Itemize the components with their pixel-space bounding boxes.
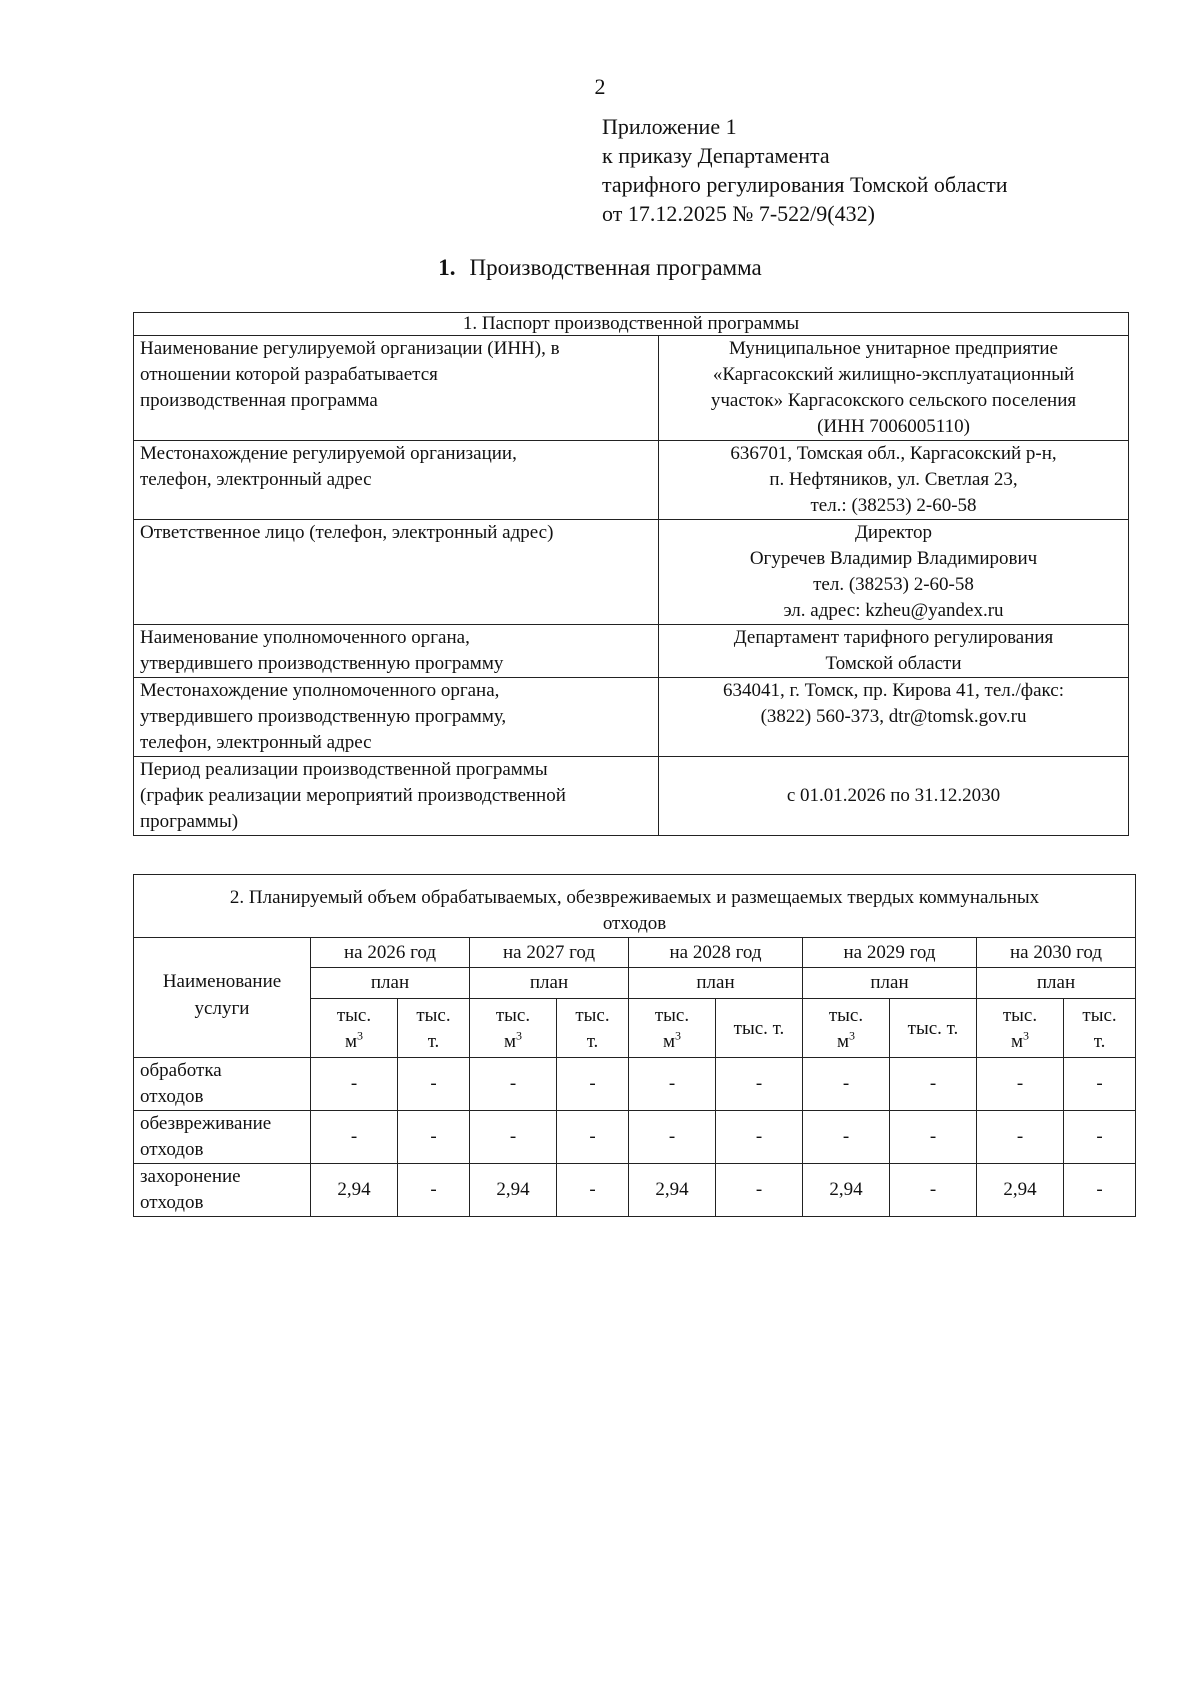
- value-cell: -: [890, 1164, 977, 1217]
- text-line: с 01.01.2026 по 31.12.2030: [786, 785, 1001, 806]
- volume-caption: [134, 875, 1136, 938]
- value-cell: -: [977, 1058, 1064, 1111]
- text-line: тыс.: [1082, 1005, 1117, 1026]
- value-cell: -: [398, 1164, 470, 1217]
- text-line: захоронение: [140, 1166, 241, 1187]
- section-title: Производственная программа: [469, 255, 762, 280]
- text-line: Местонахождение уполномоченного органа,: [140, 680, 500, 701]
- passport-value: [659, 678, 1129, 757]
- value-cell: -: [398, 1111, 470, 1164]
- text-line: обезвреживание: [140, 1113, 272, 1134]
- passport-row: [134, 678, 1129, 757]
- table-row: [134, 1058, 1136, 1111]
- text-line: 636701, Томская обл., Каргасокский р-н,: [730, 443, 1057, 464]
- value-cell: 2,94: [629, 1164, 716, 1217]
- value-cell: -: [716, 1111, 803, 1164]
- passport-label: [134, 336, 659, 441]
- value-cell: -: [890, 1058, 977, 1111]
- passport-row: [134, 441, 1129, 520]
- value-cell: -: [716, 1164, 803, 1217]
- unit-header-t: [1064, 999, 1136, 1058]
- passport-table: [133, 312, 1129, 836]
- value-cell: -: [557, 1058, 629, 1111]
- volume-table: [133, 874, 1136, 1217]
- unit-header-m3: [977, 999, 1064, 1058]
- value-cell: -: [311, 1058, 398, 1111]
- value-cell: -: [803, 1058, 890, 1111]
- unit-header-m3: [311, 999, 398, 1058]
- text-line: услуги: [194, 998, 250, 1019]
- value-cell: -: [716, 1058, 803, 1111]
- text-line: отходов: [140, 1192, 204, 1213]
- text-line: отходов: [140, 1086, 204, 1107]
- passport-label: [134, 757, 659, 836]
- text-line: телефон, электронный адрес: [140, 469, 372, 490]
- unit-header-t: тыс. т.: [716, 999, 803, 1058]
- unit-m3: $м^3$: [836, 1028, 856, 1052]
- text-line: отношении которой разрабатывается: [140, 364, 438, 385]
- passport-label: [134, 520, 659, 625]
- value-cell: -: [1064, 1111, 1136, 1164]
- table-row: [134, 1111, 1136, 1164]
- text-line: (3822) 560-373, dtr@tomsk.gov.ru: [760, 706, 1027, 727]
- text-line: производственная программа: [140, 390, 378, 411]
- plan-header: план: [629, 968, 803, 999]
- unit-m3: $м^3$: [662, 1028, 682, 1052]
- text-line: отходов: [602, 913, 667, 934]
- passport-row: [134, 520, 1129, 625]
- text-line: телефон, электронный адрес: [140, 732, 372, 753]
- text-line: отходов: [140, 1139, 204, 1160]
- text-line: 634041, г. Томск, пр. Кирова 41, тел./факс:: [722, 680, 1065, 701]
- passport-caption-row: [134, 313, 1129, 336]
- value-cell: 2,94: [470, 1164, 557, 1217]
- volume-caption-row: [134, 875, 1136, 938]
- value-cell: -: [470, 1111, 557, 1164]
- text-line: Наименование: [162, 971, 282, 992]
- text-line: (график реализации мероприятий производственной: [140, 785, 566, 806]
- table-row: [134, 1164, 1136, 1217]
- passport-value: [659, 625, 1129, 678]
- appendix-line: тарифного регулирования Томской области: [602, 172, 1008, 197]
- passport-value: [659, 441, 1129, 520]
- text-line: программы): [140, 811, 239, 832]
- text-line: Огуречев Владимир Владимирович: [749, 548, 1038, 569]
- passport-label: [134, 441, 659, 520]
- year-header: на 2030 год: [977, 938, 1136, 968]
- value-cell: -: [311, 1111, 398, 1164]
- text-line: тел.: (38253) 2-60-58: [810, 495, 977, 516]
- unit-m3: $м^3$: [344, 1028, 364, 1052]
- value-cell: -: [470, 1058, 557, 1111]
- service-name-header: [134, 938, 311, 1058]
- text-line: Департамент тарифного регулирования: [733, 627, 1054, 648]
- appendix-line: от 17.12.2025 № 7-522/9(432): [602, 201, 875, 226]
- service-name: [134, 1164, 311, 1217]
- appendix-block: [602, 112, 1007, 228]
- text-line: тел. (38253) 2-60-58: [813, 574, 974, 595]
- text-line: Томской области: [825, 653, 962, 674]
- text-line: «Каргасокский жилищно-эксплуатационный: [712, 364, 1075, 385]
- passport-caption: 1. Паспорт производственной программы: [134, 313, 1129, 336]
- text-line: тыс.: [495, 1005, 531, 1026]
- appendix-line: к приказу Департамента: [602, 143, 830, 168]
- text-line: т.: [1093, 1031, 1106, 1052]
- year-row: [134, 938, 1136, 968]
- value-cell: -: [557, 1111, 629, 1164]
- text-line: т.: [586, 1031, 599, 1052]
- appendix-line: Приложение 1: [602, 114, 737, 139]
- text-line: 2. Планируемый объем обрабатываемых, обезвреживаемых и размещаемых твердых коммунальных: [229, 887, 1040, 908]
- unit-header-t: тыс. т.: [890, 999, 977, 1058]
- value-cell: 2,94: [803, 1164, 890, 1217]
- unit-m3: $м^3$: [1010, 1028, 1030, 1052]
- text-line: участок» Каргасокского сельского поселения: [710, 390, 1077, 411]
- text-line: тыс.: [1002, 1005, 1038, 1026]
- value-cell: -: [890, 1111, 977, 1164]
- value-cell: 2,94: [977, 1164, 1064, 1217]
- year-header: на 2028 год: [629, 938, 803, 968]
- service-name: [134, 1111, 311, 1164]
- passport-row: [134, 625, 1129, 678]
- text-line: утвердившего производственную программу,: [140, 706, 507, 727]
- value-cell: -: [1064, 1058, 1136, 1111]
- text-line: п. Нефтяников, ул. Светлая 23,: [769, 469, 1018, 490]
- unit-m3: $м^3$: [503, 1028, 523, 1052]
- text-line: т.: [427, 1031, 440, 1052]
- text-line: Наименование уполномоченного органа,: [140, 627, 470, 648]
- text-line: Директор: [854, 522, 933, 543]
- value-cell: -: [977, 1111, 1064, 1164]
- unit-header-t: [557, 999, 629, 1058]
- service-name: [134, 1058, 311, 1111]
- value-cell: 2,94: [311, 1164, 398, 1217]
- text-line: тыс.: [654, 1005, 690, 1026]
- plan-header: план: [803, 968, 977, 999]
- text-line: Местонахождение регулируемой организации,: [140, 443, 517, 464]
- value-cell: -: [557, 1164, 629, 1217]
- year-header: на 2026 год: [311, 938, 470, 968]
- text-line: тыс.: [336, 1005, 372, 1026]
- text-line: эл. адрес: kzheu@yandex.ru: [783, 600, 1004, 621]
- text-line: Ответственное лицо (телефон, электронный адрес): [140, 522, 554, 543]
- plan-header: план: [977, 968, 1136, 999]
- page-number: 2: [594, 74, 606, 99]
- plan-header: план: [470, 968, 629, 999]
- text-line: тыс.: [828, 1005, 864, 1026]
- passport-label: [134, 678, 659, 757]
- passport-label: [134, 625, 659, 678]
- section-heading: [0, 254, 1200, 282]
- section-number: 1.: [438, 255, 456, 280]
- unit-header-m3: [470, 999, 557, 1058]
- plan-header: план: [311, 968, 470, 999]
- passport-value: [659, 520, 1129, 625]
- passport-value: [659, 336, 1129, 441]
- value-cell: -: [398, 1058, 470, 1111]
- text-line: утвердившего производственную программу: [140, 653, 504, 674]
- text-line: (ИНН 7006005110): [817, 416, 970, 437]
- text-line: Муниципальное унитарное предприятие: [729, 338, 1058, 359]
- text-line: обработка: [140, 1060, 222, 1081]
- year-header: на 2029 год: [803, 938, 977, 968]
- text-line: Период реализации производственной программы: [140, 759, 548, 780]
- text-line: тыс.: [416, 1005, 451, 1026]
- unit-header-t: [398, 999, 470, 1058]
- text-line: тыс.: [575, 1005, 610, 1026]
- unit-header-m3: [629, 999, 716, 1058]
- text-line: Наименование регулируемой организации (ИНН), в: [140, 338, 560, 359]
- unit-header-m3: [803, 999, 890, 1058]
- passport-row: [134, 757, 1129, 836]
- value-cell: -: [803, 1111, 890, 1164]
- value-cell: -: [1064, 1164, 1136, 1217]
- value-cell: -: [629, 1058, 716, 1111]
- year-header: на 2027 год: [470, 938, 629, 968]
- value-cell: -: [629, 1111, 716, 1164]
- passport-row: [134, 336, 1129, 441]
- passport-value: [659, 757, 1129, 836]
